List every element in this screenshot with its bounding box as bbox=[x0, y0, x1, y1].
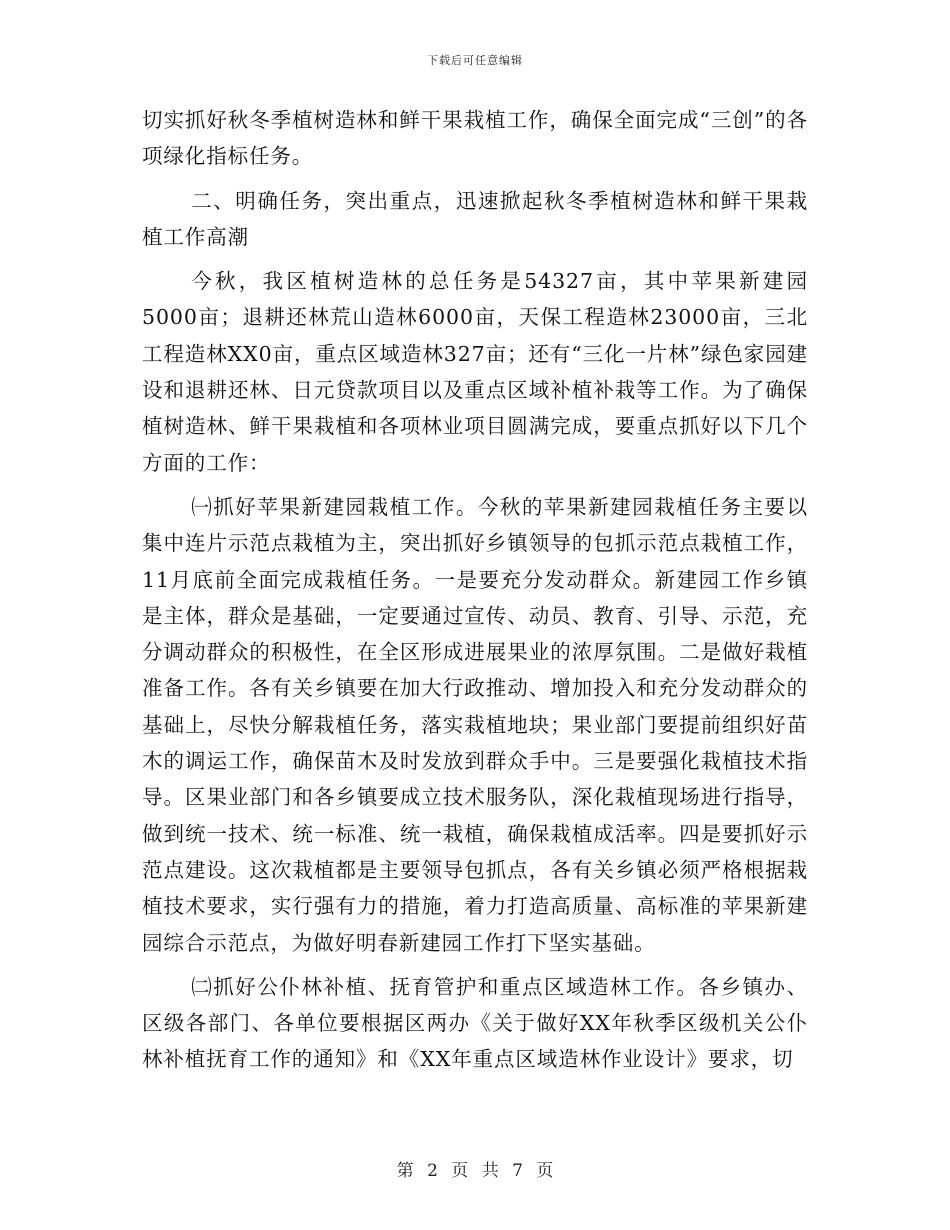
paragraph-public-forest: ㈡抓好公仆林补植、抚育管护和重点区域造林工作。各乡镇办、区级各部门、各单位要根据区两办《关于做好XX年秋季区级机关公仆林补植抚育工作的通知》和《XX年重点区域造林作业设计》要求，切 bbox=[142, 974, 808, 1072]
paragraph-continuation: 切实抓好秋冬季植树造林和鲜干果栽植工作，确保全面完成“三创”的各项绿化指标任务。 bbox=[142, 108, 808, 169]
page-footer: 第 2 页 共 7 页 bbox=[396, 1161, 554, 1181]
document-body bbox=[142, 102, 808, 1086]
paragraph-apple-orchard: ㈠抓好苹果新建园栽植工作。今秋的苹果新建园栽植任务主要以集中连片示范点栽植为主，突出抓好乡镇领导的包抓示范点栽植工作，11月底前全面完成栽植任务。一是要充分发动群众。新建园工作乡镇是主体，群众是基础，一定要通过宣传、动员、教育、引导、示范，充分调动群众的积极性，在全区形成进展果业的浓厚氛围。二是做好栽植准备工作。各有关乡镇要在加大行政推动、增加投入和充分发动群众的基础上，尽快分解栽植任务，落实栽植地块；果业部门要提前组织好苗木的调运工作，确保苗木及时发放到群众手中。三是要强化栽植技术指导。区果业部门和各乡镇要成立技术服务队，深化栽植现场进行指导，做到统一技术、统一标准、统一栽植，确保栽植成活率。四是要抓好示范点建设。这次栽植都是主要领导包抓点，各有关乡镇必须严格根据栽植技术要求，实行强有力的措施，着力打造高质量、高标准的苹果新建园综合示范点，为做好明春新建园工作打下坚实基础。 bbox=[142, 494, 808, 955]
paragraph-task-overview: 今秋，我区植树造林的总任务是54327亩，其中苹果新建园5000亩；退耕还林荒山造林6000亩，天保工程造林23000亩，三北工程造林XX0亩，重点区域造林327亩；还有“三化一片林”绿色家园建设和退耕还林、日元贷款项目以及重点区域补植补栽等工作。为了确保植树造林、鲜干果栽植和各项林业项目圆满完成，要重点抓好以下几个方面的工作： bbox=[142, 269, 808, 475]
page-header: 下载后可任意编辑 bbox=[427, 54, 523, 67]
section-heading: 二、明确任务，突出重点，迅速掀起秋冬季植树造林和鲜干果栽植工作高潮 bbox=[142, 188, 808, 249]
